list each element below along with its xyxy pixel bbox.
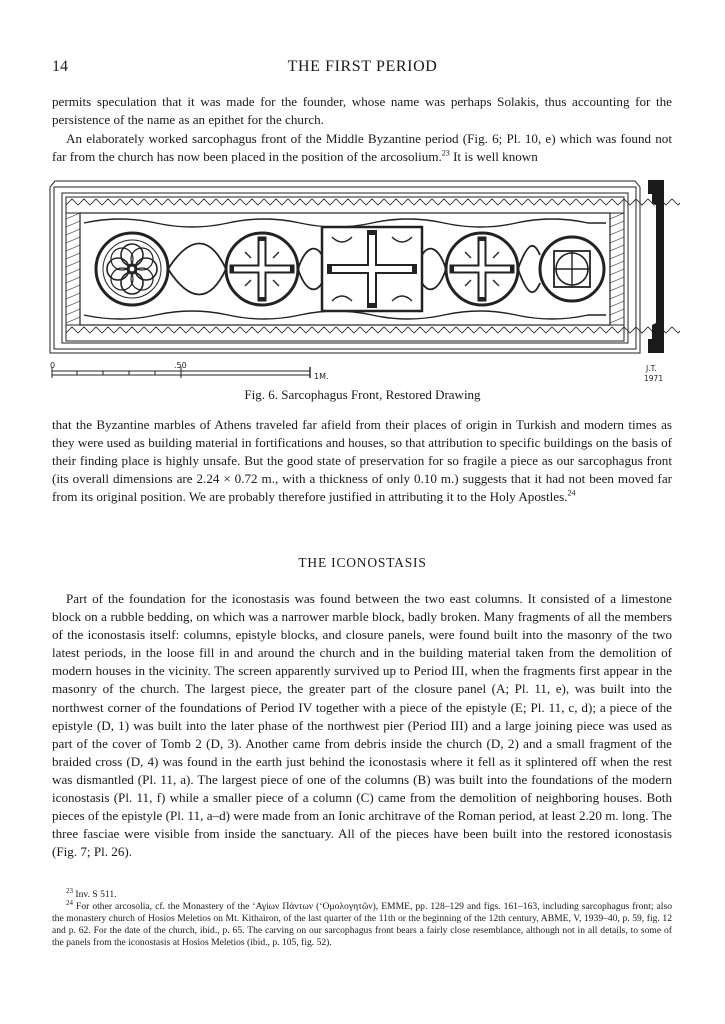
footnote-text: For other arcosolia, cf. the Monastery of the ‘Αγίων Πάντων (‘Ομολογητῶν), EMME, pp. 128–129 and figs. 161–163, including sarcophagus front; also the monastery church of Hosios Meletios on Mt. Kithairon, of the last quarter of the 11th or the beginning of the 12th century, ABME, V, 1939–40, p. 59, fig. 12 and p. 62. For the date of the church, ibid., p. 65. The carving on our sarcophagus front bears a fairly close resemblance, although not in all details, to some of the panels from the iconostasis at Hosios Meletios (ibid., p. 105, fig. 52). [52, 901, 672, 949]
footnote-text: Inv. S 511. [73, 889, 117, 900]
sarcophagus-drawing [40, 175, 680, 385]
paragraph-continuation: permits speculation that it was made for the founder, whose name was perhaps Solakis, thus accounting for the persistence of the name as an epithet for the church. [52, 94, 672, 128]
footnote-ref-23: 23 [441, 148, 450, 158]
figure-6 [40, 175, 680, 395]
running-title: THE FIRST PERIOD [287, 58, 438, 75]
drawing-credit-year: 1971 [644, 374, 664, 383]
scale-label-mid: .50 [174, 361, 187, 370]
footnote-number: 24 [66, 898, 73, 907]
paragraph-sarcophagus [52, 130, 672, 166]
footnotes [52, 886, 672, 949]
scale-label-end: 1M. [314, 372, 329, 381]
paragraph-text-tail: It is well known [449, 149, 538, 165]
footnote-23 [52, 886, 672, 901]
drawing-credit-initials: J.T. [646, 364, 657, 373]
paragraph-text: that the Byzantine marbles of Athens traveled far afield from their places of origin in Turkish and modern times as they were used as building material in fortifications and houses, so that attribution to specific buildings on the basis of their finding place is highly unsafe. But the good state of preservation for so fragile a piece as our sarcophagus front (its overall dimensions are 2.24 × 0.72 m., with a thickness of only 0.10 m.) suggests that it had not been moved far from its original position. We are probably therefore justified in attributing it to the Holy Apostles. [52, 417, 672, 505]
footnote-24 [52, 898, 672, 949]
footnote-number: 23 [66, 886, 73, 895]
ornament-roundels [96, 227, 604, 311]
page-number: 14 [52, 58, 68, 75]
scale-label-zero: 0 [50, 361, 56, 370]
paragraph-text: An elaborately worked sarcophagus front of the Middle Byzantine period (Fig. 6; Pl. 10, e) which was found not far from the church has now been placed in the position of the arcosolium. [52, 131, 672, 165]
page-header [52, 58, 673, 80]
section-title: THE ICONOSTASIS [298, 555, 427, 570]
paragraph-iconostasis: Part of the foundation for the iconostasis was found between the two east columns. It consisted of a limestone block on a rubble bedding, on which was a narrower marble block, badly broken. Many fragments of all the members of the iconostasis itself: columns, epistyle blocks, and closure panels, were found built into the masonry of the two latest periods, in the loose fill in and around the church and in the building material taken from the demolition of modern houses in the vicinity. The screen apparently survived up to Period III, when the fragments first appear in the masonry of the church. The largest piece, the greater part of the closure panel (A; Pl. 11, e), was built into the northwest corner of the foundations of Period IV together with a piece of the epistyle (E; Pl. 11, c, d); a piece of the epistyle (D, 1) was built into the later phase of the northwest pier (Period III) and a large joining piece was used as part of the cover of Tomb 2 (D, 3). Another came from debris inside the church (D, 2) and a small fragment of the braided cross (D, 4) was found in the earth just behind the iconostasis where it fell as it splintered off when the rest was dismantled (Pl. 11, a). The largest piece of one of the columns (B) was built into the foundations of the modern iconostasis (Pl. 11, f) while a smaller piece of a column (C) came from the demolition of neighboring houses. Both pieces of the epistyle (Pl. 11, a–d) were made from an Ionic architrave of the Roman period, at least 2.20 m. long. The three fasciae were visible from inside the sanctuary. All of the pieces have been built into the restored iconostasis (Fig. 7; Pl. 26). [52, 591, 672, 860]
profile-section [648, 180, 664, 353]
figure-caption: Fig. 6. Sarcophagus Front, Restored Drawing [244, 387, 481, 402]
paragraph-byzantine-marbles [52, 416, 672, 506]
footnote-ref-24: 24 [567, 489, 576, 499]
